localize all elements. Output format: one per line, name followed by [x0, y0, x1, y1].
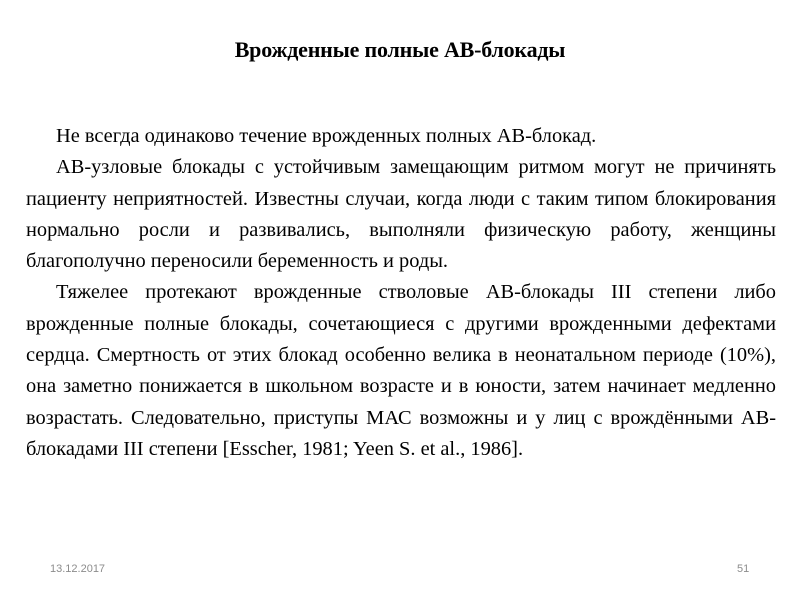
paragraph-stem-blocks: Тяжелее протекают врожденные стволовые АВ-блокады III степени либо врожденные полные блокады, сочетающиеся с другими врожденными дефектами сердца. Смертность от этих блокад особенно велика в неонатальном периоде (10%), она заметно понижается в школьном возрасте и в юности, затем начинает медленно возрастать. Следовательно, приступы МАС возможны и у лиц с врождёнными АВ-блокадами III степени [Esscher, 1981; Yeen S. et al., 1986].: [26, 281, 776, 460]
paragraph-intro: Не всегда одинаково течение врожденных полных АВ-блокад.: [56, 125, 597, 147]
slide-title: Врожденные полные АВ-блокады: [234, 37, 566, 62]
slide-number: 51: [737, 563, 750, 575]
slide-body: [26, 121, 776, 465]
footer-date: 13.12.2017: [50, 563, 106, 575]
paragraph-nodal-blocks: АВ-узловые блокады с устойчивым замещающим ритмом могут не причинять пациенту неприятностей. Известны случаи, когда люди с таким типом блокирования нормально росли и развивались, выполняли физическую работу, женщины благополучно переносили беременность и роды.: [26, 156, 776, 273]
